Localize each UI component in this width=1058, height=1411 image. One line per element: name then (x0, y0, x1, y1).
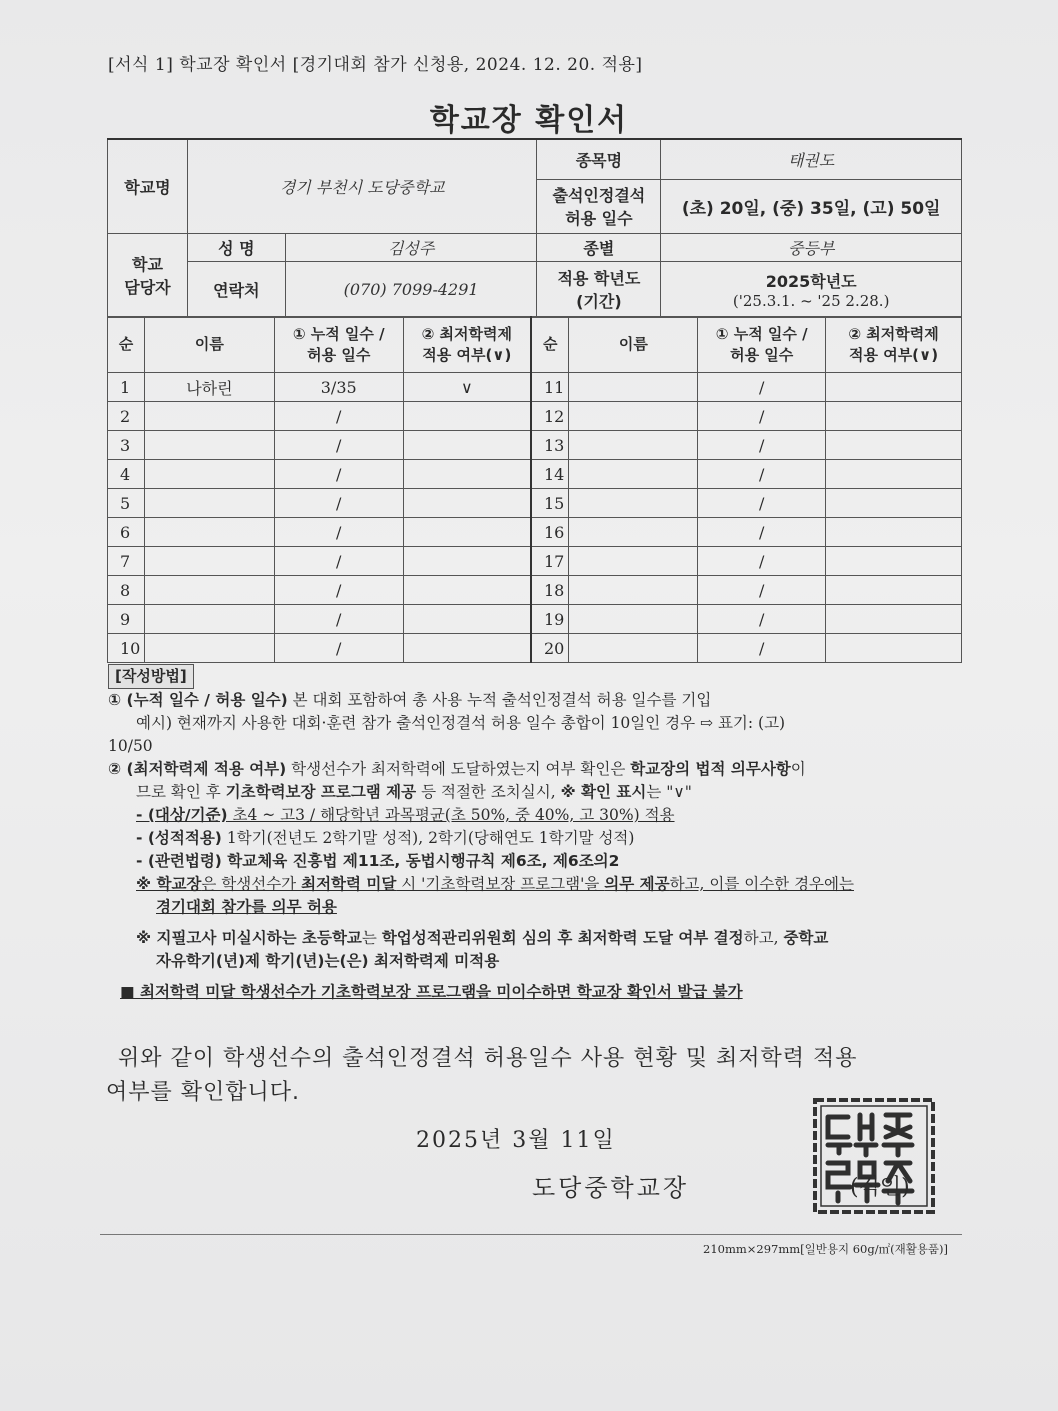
paper-spec: 210mm×297mm[일반용지 60g/㎡(재활용품)] (703, 1242, 948, 1256)
header-name: 이름 (569, 317, 698, 373)
header-days: ① 누적 일수 / 허용 일수 (274, 317, 403, 373)
student-name (569, 489, 698, 518)
document-title: 학교장 확인서 (429, 103, 629, 138)
row-number: 7 (108, 547, 145, 576)
info-table (107, 138, 962, 318)
manager-name-value: 김성주 (285, 233, 537, 261)
student-list-table (107, 316, 962, 663)
student-name (569, 518, 698, 547)
header-no: 순 (531, 317, 569, 373)
row-number: 8 (108, 576, 145, 605)
guide-note-2: ※ 지필고사 미실시하는 초등학교는 학업성적관리위원회 심의 후 최저학력 도달 여부 결정하고, 중학교 (136, 929, 829, 947)
manager-name-label: 성 명 (187, 233, 285, 261)
guide-target: - (대상/기준) 초4 ~ 고3 / 해당학년 과목평균(초 50%, 중 40%, 고 30%) 적용 (136, 806, 675, 824)
row-number: 4 (108, 460, 145, 489)
student-name (569, 547, 698, 576)
row-number: 2 (108, 402, 145, 431)
days-used: / (274, 431, 403, 460)
student-name: 나하린 (144, 373, 274, 402)
min-achievement-check (403, 431, 531, 460)
school-year-label: 적용 학년도 (기간) (537, 261, 661, 317)
contact-value: (070) 7099-4291 (285, 261, 537, 317)
guide-note-1: ※ 학교장은 학생선수가 최저학력 미달 시 '기초학력보장 프로그램'을 의무 제공하고, 이를 이수한 경우에는 (136, 875, 854, 893)
days-used: / (698, 634, 826, 663)
form-header: [서식 1] 학교장 확인서 [경기대회 참가 신청용, 2024. 12. 20. 적용] (108, 55, 643, 75)
sport-value: 태권도 (661, 139, 962, 179)
days-used: / (274, 402, 403, 431)
guide-title: [작성방법] (108, 664, 958, 689)
manager-label: 학교 담당자 (108, 233, 188, 317)
guide-final-note: ■ 최저학력 미달 학생선수가 기초학력보장 프로그램을 미이수하면 학교장 확인서 발급 불가 (120, 983, 743, 1001)
school-name-label: 학교명 (108, 139, 188, 233)
min-achievement-check (403, 547, 531, 576)
min-achievement-check (403, 634, 531, 663)
school-name-value: 경기 부천시 도당중학교 (187, 139, 537, 233)
row-number: 20 (531, 634, 569, 663)
student-name (569, 373, 698, 402)
table-row (108, 373, 962, 402)
principal-title: 도당중학교장 (532, 1174, 690, 1202)
table-row (108, 402, 962, 431)
min-achievement-check (826, 402, 962, 431)
days-used: / (698, 460, 826, 489)
student-name (144, 402, 274, 431)
table-row (108, 460, 962, 489)
table-row (108, 518, 962, 547)
table-row (108, 605, 962, 634)
min-achievement-check (826, 576, 962, 605)
row-number: 10 (108, 634, 145, 663)
guide-item-2: ② (최저학력제 적용 여부) 학생선수가 최저학력에 도달하였는지 여부 확인은 학교장의 법적 의무사항이 (108, 760, 806, 778)
guide-grade-apply: - (성적적용) 1학기(전년도 2학기말 성적), 2학기(당해연도 1학기말 성적) (136, 829, 635, 847)
writing-guide (108, 664, 958, 1004)
row-number: 3 (108, 431, 145, 460)
min-achievement-check (403, 576, 531, 605)
days-used: / (274, 576, 403, 605)
header-no: 순 (108, 317, 145, 373)
student-name (569, 431, 698, 460)
days-used: / (274, 518, 403, 547)
row-number: 1 (108, 373, 145, 402)
list-header-row (108, 317, 962, 373)
days-used: / (698, 431, 826, 460)
row-number: 19 (531, 605, 569, 634)
row-number: 12 (531, 402, 569, 431)
min-achievement-check (403, 605, 531, 634)
row-number: 11 (531, 373, 569, 402)
guide-item-2-cont: 므로 확인 후 기초학력보장 프로그램 제공 등 적절한 조치실시, ※ 확인 표시는 "∨" (136, 783, 692, 801)
student-name (144, 431, 274, 460)
student-name (144, 460, 274, 489)
days-used: / (274, 460, 403, 489)
days-used: / (274, 489, 403, 518)
guide-item-1-example: 예시) 현재까지 사용한 대회·훈련 참가 출석인정결석 허용 일수 총합이 10일인 경우 ⇨ 표기: (고) (136, 714, 786, 732)
days-used: / (274, 634, 403, 663)
min-achievement-check (403, 460, 531, 489)
days-used: / (698, 605, 826, 634)
contact-label: 연락처 (187, 261, 285, 317)
days-used: / (698, 576, 826, 605)
min-achievement-check (826, 634, 962, 663)
row-number: 15 (531, 489, 569, 518)
sport-label: 종목명 (537, 139, 661, 179)
days-used: / (698, 518, 826, 547)
student-name (569, 460, 698, 489)
header-min: ② 최저학력제 적용 여부(∨) (403, 317, 531, 373)
min-achievement-check (826, 547, 962, 576)
student-name (569, 402, 698, 431)
min-achievement-check (826, 431, 962, 460)
header-name: 이름 (144, 317, 274, 373)
row-number: 17 (531, 547, 569, 576)
bottom-divider (100, 1234, 962, 1235)
issue-date: 2025년 3월 11일 (416, 1128, 616, 1153)
student-name (569, 576, 698, 605)
min-achievement-check (403, 518, 531, 547)
student-name (569, 605, 698, 634)
row-number: 14 (531, 460, 569, 489)
student-name (144, 605, 274, 634)
row-number: 16 (531, 518, 569, 547)
table-row (108, 431, 962, 460)
student-name (144, 547, 274, 576)
row-number: 13 (531, 431, 569, 460)
header-days: ① 누적 일수 / 허용 일수 (698, 317, 826, 373)
table-row (108, 489, 962, 518)
days-used: / (698, 402, 826, 431)
min-achievement-check (826, 460, 962, 489)
min-achievement-check (826, 518, 962, 547)
confirmation-statement: 위와 같이 학생선수의 출석인정결석 허용일수 사용 현황 및 최저학력 적용 여부를 확인합니다. (106, 1046, 858, 1105)
min-achievement-check (403, 402, 531, 431)
guide-note-1-cont: 경기대회 참가를 의무 허용 (156, 898, 337, 916)
category-label: 종별 (537, 233, 661, 261)
school-year-value: 2025학년도 ('25.3.1. ~ '25 2.28.) (661, 261, 962, 317)
days-used: / (698, 489, 826, 518)
guide-related-law: - (관련법령) 학교체육 진흥법 제11조, 동법시행규칙 제6조, 제6조의2 (136, 852, 620, 870)
row-number: 9 (108, 605, 145, 634)
min-achievement-check: ∨ (403, 373, 531, 402)
min-achievement-check (826, 489, 962, 518)
row-number: 6 (108, 518, 145, 547)
guide-note-2-cont: 자유학기(년)제 학기(년)는(은) 최저학력제 미적용 (156, 952, 500, 970)
allowed-days-label: 출석인정결석 허용 일수 (537, 179, 661, 233)
student-name (144, 576, 274, 605)
allowed-days-value: (초) 20일, (중) 35일, (고) 50일 (661, 179, 962, 233)
days-used: / (274, 605, 403, 634)
min-achievement-check (826, 373, 962, 402)
guide-item-1: ① (누적 일수 / 허용 일수) 본 대회 포함하여 총 사용 누적 출석인정결석 허용 일수를 기입 (108, 691, 712, 709)
student-name (144, 634, 274, 663)
table-row (108, 634, 962, 663)
days-used: / (274, 547, 403, 576)
min-achievement-check (826, 605, 962, 634)
days-used: / (698, 373, 826, 402)
category-value: 중등부 (661, 233, 962, 261)
header-min: ② 최저학력제 적용 여부(∨) (826, 317, 962, 373)
days-used: 3/35 (274, 373, 403, 402)
row-number: 18 (531, 576, 569, 605)
row-number: 5 (108, 489, 145, 518)
student-name (569, 634, 698, 663)
table-row (108, 547, 962, 576)
student-name (144, 489, 274, 518)
table-row (108, 576, 962, 605)
min-achievement-check (403, 489, 531, 518)
days-used: / (698, 547, 826, 576)
guide-item-1-example-cont: 10/50 (108, 737, 153, 755)
seal-mark-text: (직인) (850, 1175, 910, 1200)
student-name (144, 518, 274, 547)
